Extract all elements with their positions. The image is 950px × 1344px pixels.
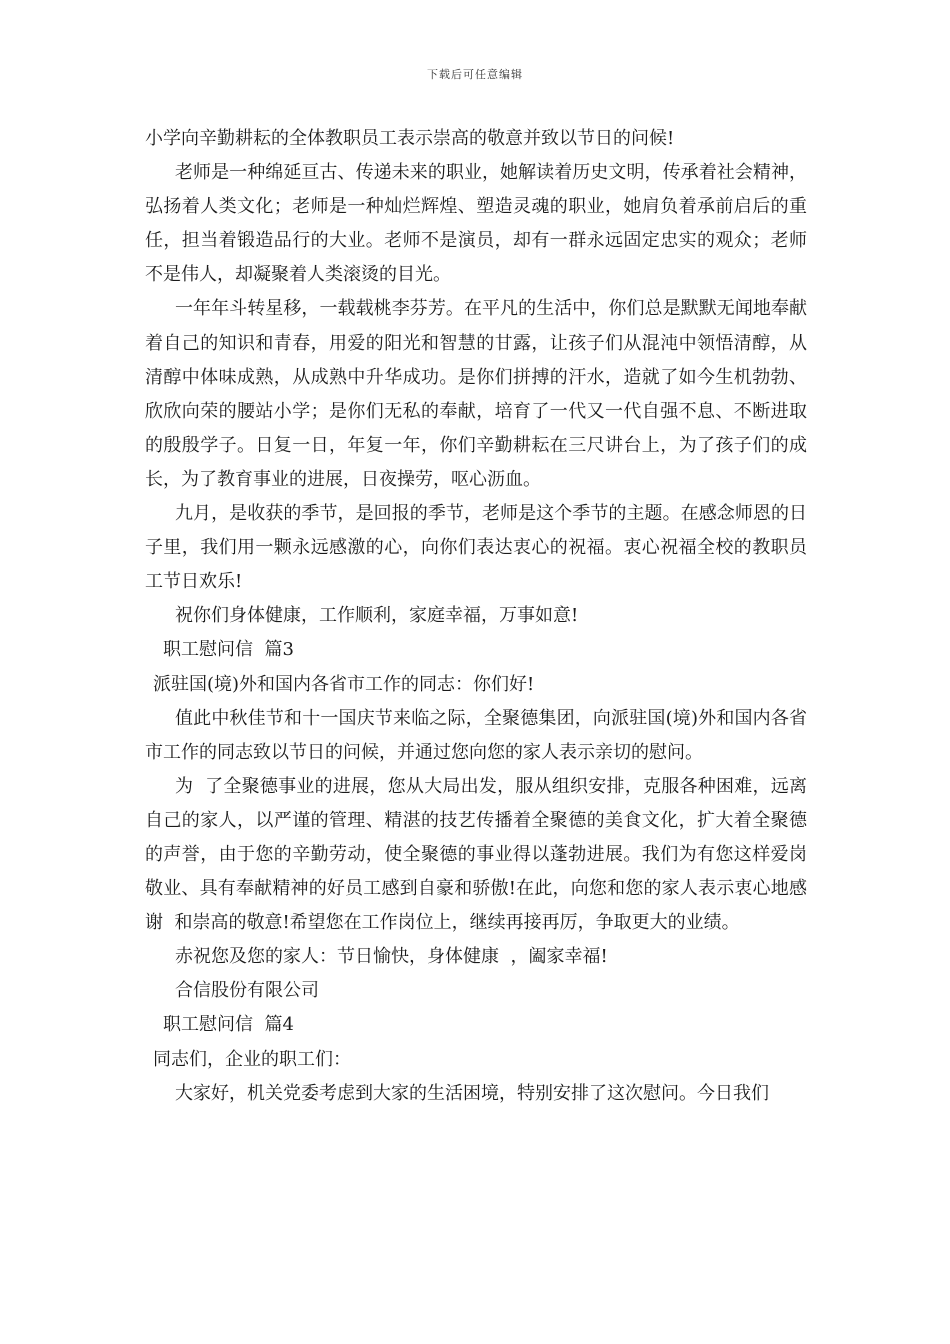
page-header: 下载后可任意编辑	[427, 68, 523, 81]
document-body	[145, 122, 807, 1111]
signature: 合信股份有限公司	[175, 980, 319, 1002]
paragraph-9: 大家好，机关党委考虑到大家的生活困境，特别安排了这次慰问。今日我们	[175, 1082, 769, 1104]
paragraph-3: 一年年斗转星移，一载载桃李芬芳。在平凡的生活中，你们总是默默无闻地奉献着自己的知识和青春，用爱的阳光和智慧的甘露，让孩子们从混沌中领悟清醇，从清醇中体味成熟，从成熟中升华成功。是你们拼搏的汗水，造就了如今生机勃勃、欣欣向荣的腰站小学；是你们无私的奉献，培育了一代又一代自强不息、不断进取的殷殷学子。日复一日，年复一年，你们辛勤耕耘在三尺讲台上，为了孩子们的成长，为了教育事业的进展，日夜操劳，呕心沥血。	[145, 298, 807, 490]
paragraph-4: 九月，是收获的季节，是回报的季节，老师是这个季节的主题。在感念师恩的日子里，我们用一颗永远感激的心，向你们表达衷心的祝福。衷心祝福全校的教职员工节日欢乐!	[145, 503, 807, 593]
paragraph-1: 小学向辛勤耕耘的全体教职员工表示崇高的敬意并致以节日的问候!	[145, 128, 675, 149]
paragraph-8: 赤祝您及您的家人：节日愉快，身体健康 ，阖家幸福!	[175, 946, 608, 968]
section-title-4: 职工慰问信 篇4	[163, 1014, 294, 1036]
paragraph-7: 为 了全聚德事业的进展，您从大局出发，服从组织安排，克服各种困难，远离自己的家人，以严谨的管理、精湛的技艺传播着全聚德的美食文化，扩大着全聚德的声誉，由于您的辛勤劳动，使全聚德的事业得以蓬勃进展。我们为有您这样爱岗敬业、具有奉献精神的好员工感到自豪和骄傲!在此，向您和您的家人表示衷心地感谢 和崇高的敬意!希望您在工作岗位上，继续再接再厉，争取更大的业绩。	[145, 775, 807, 934]
paragraph-5: 祝你们身体健康，工作顺利，家庭幸福，万事如意!	[175, 605, 579, 627]
section-title-3: 职工慰问信 篇3	[163, 639, 294, 661]
paragraph-2: 老师是一种绵延亘古、传递未来的职业，她解读着历史文明，传承着社会精神，弘扬着人类文化；老师是一种灿烂辉煌、塑造灵魂的职业，她肩负着承前启后的重任，担当着锻造品行的大业。老师不是演员，却有一群永远固定忠实的观众；老师不是伟人，却凝聚着人类滚烫的目光。	[145, 162, 807, 286]
greeting-4: 同志们，企业的职工们：	[153, 1048, 351, 1070]
greeting-3: 派驻国(境)外和国内各省市工作的同志：你们好!	[153, 673, 535, 695]
paragraph-6: 值此中秋佳节和十一国庆节来临之际，全聚德集团，向派驻国(境)外和国内各省市工作的同志致以节日的问候，并通过您向您的家人表示亲切的慰问。	[145, 707, 807, 763]
